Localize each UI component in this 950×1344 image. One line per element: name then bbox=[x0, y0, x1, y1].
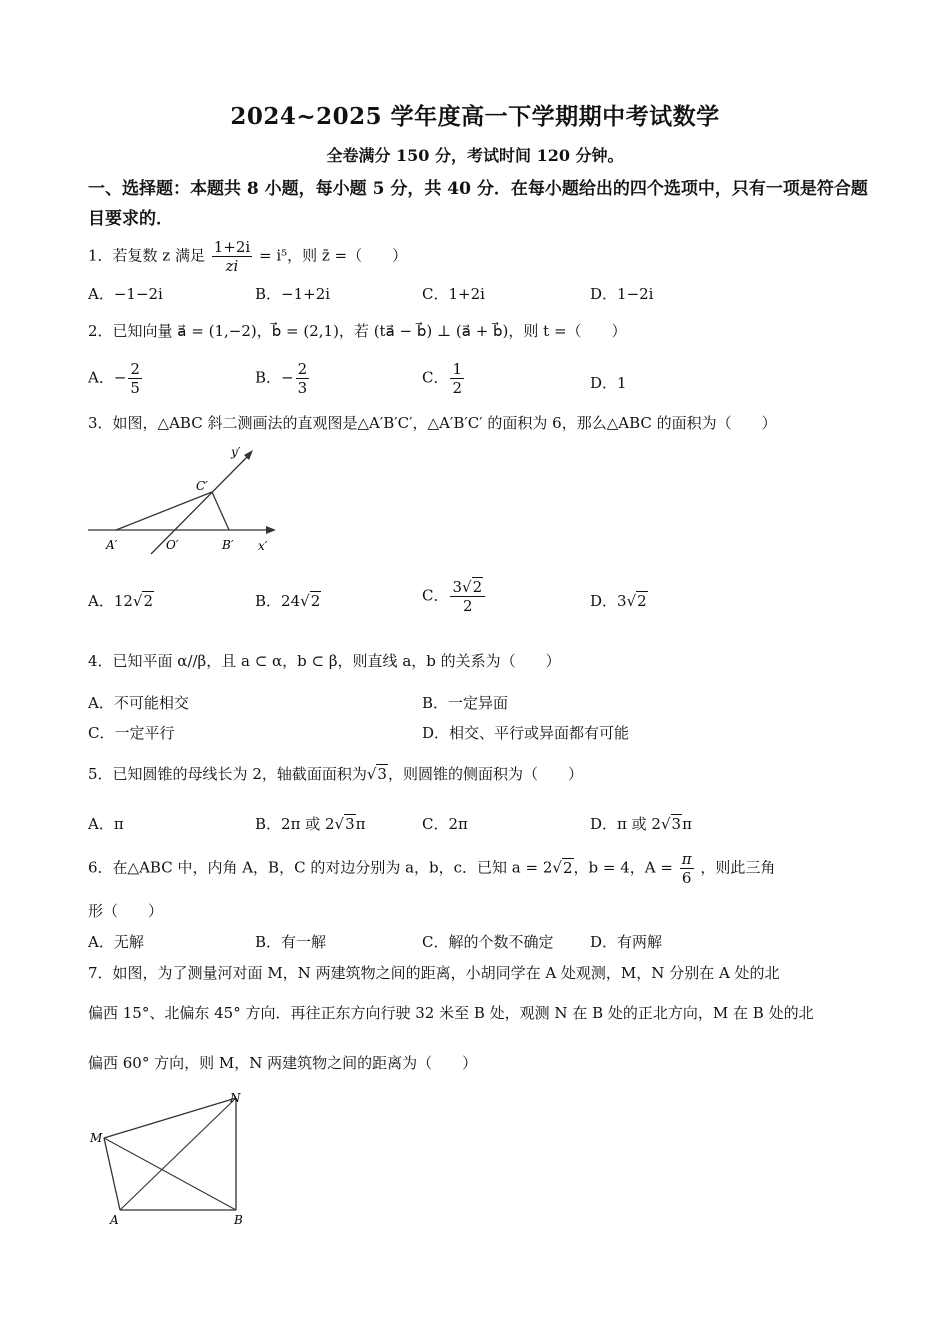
question-7-line-2: 偏西 15°、北偏东 45° 方向．再往正东方向行驶 32 米至 B 处，观测 N 在 B 处的正北方向，M 在 B 处的北 bbox=[88, 1004, 814, 1022]
question-1-stem: 1．若复数 z 满足 $\frac{1+2i}{zi}$ = i⁵，则 z̄ =（ ） bbox=[88, 238, 408, 275]
question-3-option-a: A．12√2 bbox=[88, 592, 154, 610]
fig3-label-c: C′ bbox=[196, 479, 208, 493]
question-7-line-1: 7．如图，为了测量河对面 M，N 两建筑物之间的距离，小胡同学在 A 处观测，M，N 分别在 A 处的北 bbox=[88, 964, 780, 982]
question-2-option-d: D．1 bbox=[590, 374, 627, 392]
fig3-label-x: x′ bbox=[258, 539, 268, 553]
question-5-option-c: C．2π bbox=[422, 815, 468, 833]
question-3-option-d: D．3√2 bbox=[590, 592, 647, 610]
question-4-option-a: A．不可能相交 bbox=[88, 694, 189, 712]
question-3-stem: 3．如图，△ABC 斜二测画法的直观图是△A′B′C′，△A′B′C′ 的面积为 6，那么△ABC 的面积为（ ） bbox=[88, 414, 777, 432]
question-3-option-c: C． $\frac{3√2}{2}$ bbox=[422, 578, 487, 615]
exam-title: 2024~2025 学年度高一下学期期中考试数学 bbox=[230, 103, 720, 130]
question-6-option-d: D．有两解 bbox=[590, 933, 663, 951]
section-heading: 一、选择题：本题共 8 小题，每小题 5 分，共 40 分．在每小题给出的四个选项中，只有一项是符合题目要求的． bbox=[88, 179, 868, 229]
question-4-stem: 4．已知平面 α//β，且 a ⊂ α，b ⊂ β，则直线 a，b 的关系为（ ） bbox=[88, 652, 561, 670]
fig7-label-b: B bbox=[234, 1213, 243, 1227]
exam-subtitle: 全卷满分 150 分，考试时间 120 分钟。 bbox=[326, 146, 624, 165]
question-3-figure bbox=[86, 442, 286, 557]
question-1-option-a: A．−1−2i bbox=[88, 285, 163, 303]
fig3-label-b: B′ bbox=[222, 538, 234, 552]
fig7-label-n: N bbox=[230, 1091, 241, 1105]
fig7-label-a: A bbox=[110, 1213, 119, 1227]
question-7-line-3: 偏西 60° 方向，则 M，N 两建筑物之间的距离为（ ） bbox=[88, 1054, 478, 1072]
question-4-option-c: C．一定平行 bbox=[88, 724, 175, 742]
question-2-stem: 2．已知向量 a⃗ = (1,−2)，b⃗ = (2,1)，若 (ta⃗ − b⃗) ⊥ (a⃗ + b⃗)，则 t =（ ） bbox=[88, 322, 627, 340]
question-4-option-d: D．相交、平行或异面都有可能 bbox=[422, 724, 630, 742]
question-5-stem: 5．已知圆锥的母线长为 2，轴截面面积为√3，则圆锥的侧面积为（ ） bbox=[88, 765, 583, 783]
question-6-option-b: B．有一解 bbox=[255, 933, 327, 951]
question-2-option-c: C． $\frac{1}{2}$ bbox=[422, 360, 463, 397]
question-6-option-c: C．解的个数不确定 bbox=[422, 933, 554, 951]
question-7-figure bbox=[88, 1088, 258, 1228]
question-6-stem-cont: 形（ ） bbox=[88, 902, 164, 920]
question-6-option-a: A．无解 bbox=[88, 933, 144, 951]
question-6-stem: 6．在△ABC 中，内角 A，B，C 的对边分别为 a，b，c．已知 a = 2√2，b = 4，A = $\frac{\pi}{6}$ ，则此三角 bbox=[88, 850, 776, 887]
question-3-option-b: B．24√2 bbox=[255, 592, 321, 610]
fig7-label-m: M bbox=[90, 1131, 103, 1145]
question-2-option-b: B．− $\frac{2}{3}$ bbox=[255, 360, 308, 397]
question-5-option-b: B．2π 或 2√3π bbox=[255, 815, 366, 833]
fig3-label-o: O′ bbox=[166, 538, 179, 552]
question-2-option-a: A．− $\frac{2}{5}$ bbox=[88, 360, 140, 397]
question-1-option-c: C．1+2i bbox=[422, 285, 485, 303]
question-5-option-a: A．π bbox=[88, 815, 124, 833]
question-5-option-d: D．π 或 2√3π bbox=[590, 815, 692, 833]
fig3-label-y: y′ bbox=[231, 445, 241, 459]
fig3-label-a: A′ bbox=[106, 538, 118, 552]
question-1-fraction: $\frac{1+2i}{zi}$ bbox=[213, 238, 251, 275]
question-1-option-b: B．−1+2i bbox=[255, 285, 331, 303]
question-1-option-d: D．1−2i bbox=[590, 285, 654, 303]
question-4-option-b: B．一定异面 bbox=[422, 694, 509, 712]
